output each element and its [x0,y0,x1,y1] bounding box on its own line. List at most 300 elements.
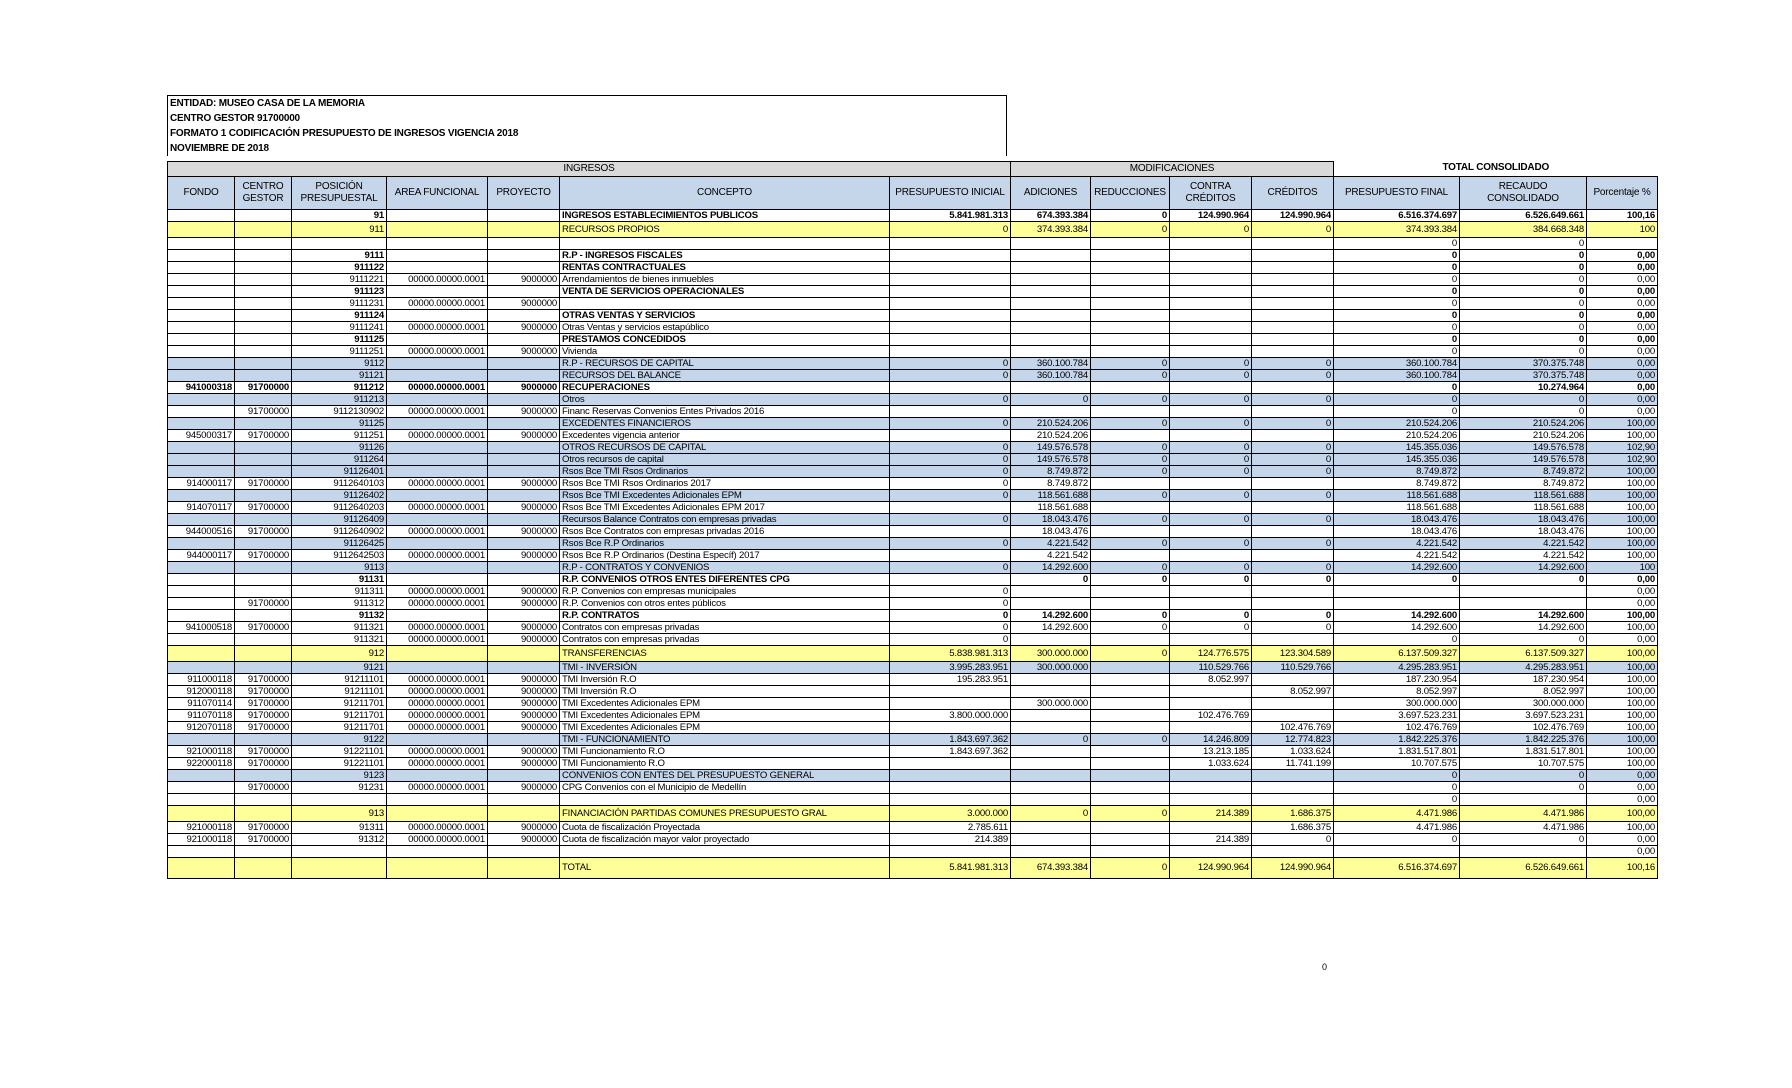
table-cell [1011,405,1091,417]
table-cell [235,561,292,573]
table-cell: 00000.00000.0001 [387,381,488,393]
table-cell [1091,745,1170,757]
table-cell [890,285,1011,297]
table-cell: 3.000.000 [890,805,1011,821]
table-cell [235,273,292,285]
table-row [168,793,1658,805]
table-cell: TMI Inversión R.O [560,673,890,685]
table-cell: 124.990.964 [1170,209,1252,221]
table-cell: 100,00 [1587,685,1658,697]
table-cell: PRESTAMOS CONCEDIDOS [560,333,890,345]
table-cell: 91211101 [292,673,387,685]
table-cell [235,237,292,249]
table-cell: 100,00 [1587,709,1658,721]
table-cell [488,661,560,673]
table-cell [1091,757,1170,769]
table-cell: 0 [1091,733,1170,745]
table-cell [488,489,560,501]
table-cell [168,357,235,369]
table-cell: 0,00 [1587,585,1658,597]
table-cell [387,417,488,429]
table-cell: 91 [292,209,387,221]
table-cell [1252,477,1334,489]
table-cell: 13.213.185 [1170,745,1252,757]
table-cell: 913 [292,805,387,821]
table-cell [488,573,560,585]
table-cell [1011,381,1091,393]
table-cell: 0 [1091,645,1170,661]
table-cell [1170,273,1252,285]
table-cell: 91700000 [235,697,292,709]
table-cell: 00000.00000.0001 [387,685,488,697]
table-cell [168,661,235,673]
table-cell [1091,821,1170,833]
table-cell: 18.043.476 [1460,525,1587,537]
table-cell: 0 [1091,609,1170,621]
table-cell [1011,757,1091,769]
table-cell: EXCEDENTES FINANCIEROS [560,417,890,429]
table-cell [1091,321,1170,333]
table-cell: OTRAS VENTAS Y SERVICIOS [560,309,890,321]
table-cell: 914070117 [168,501,235,513]
table-cell: 5.838.981.313 [890,645,1011,661]
table-cell: 0 [1334,633,1460,645]
table-row [168,429,1658,441]
column-header: PROYECTO [488,176,560,209]
table-cell [235,805,292,821]
table-cell: 9000000 [488,297,560,309]
table-cell [890,333,1011,345]
table-cell [890,297,1011,309]
table-row [168,537,1658,549]
table-row [168,237,1658,249]
table-cell: 214.389 [1170,833,1252,845]
table-cell: 0 [1170,573,1252,585]
table-cell: Rsos Bce TMI Excedentes Adicionales EPM 2017 [560,501,890,513]
report-header [167,95,1007,156]
column-header: Porcentaje % [1587,176,1658,209]
table-cell [560,793,890,805]
table-cell: 210.524.206 [1334,417,1460,429]
table-cell: 100,16 [1587,209,1658,221]
table-cell [890,321,1011,333]
table-cell [1170,405,1252,417]
table-cell: 0 [1334,833,1460,845]
table-cell: 9000000 [488,621,560,633]
table-cell: 0 [890,477,1011,489]
table-cell [890,501,1011,513]
table-cell: Excedentes vigencia anterior [560,429,890,441]
table-cell: 0 [1334,237,1460,249]
table-cell: 14.292.600 [1334,621,1460,633]
table-cell [235,285,292,297]
table-cell [387,609,488,621]
table-cell: 214.389 [890,833,1011,845]
table-cell: 0 [1334,261,1460,273]
table-cell [235,661,292,673]
table-cell [1170,237,1252,249]
table-cell: 91121 [292,369,387,381]
table-cell: 374.393.384 [1011,221,1091,237]
table-cell [235,513,292,525]
table-cell: 91126409 [292,513,387,525]
table-cell: 0,00 [1587,781,1658,793]
table-row [168,221,1658,237]
table-cell: 6.516.374.697 [1334,209,1460,221]
table-cell: Rsos Bce R.P Ordinarios (Destina Específ) 2017 [560,549,890,561]
table-cell: 0 [890,597,1011,609]
table-cell: 0,00 [1587,345,1658,357]
table-cell: 91700000 [235,833,292,845]
table-cell: 00000.00000.0001 [387,721,488,733]
table-cell [168,513,235,525]
table-cell: 100,00 [1587,697,1658,709]
table-cell [1091,845,1170,857]
table-cell: 0 [1334,333,1460,345]
table-cell [890,273,1011,285]
table-cell: 0 [1170,369,1252,381]
table-cell: TMI Inversión R.O [560,685,890,697]
table-row [168,709,1658,721]
table-cell: 00000.00000.0001 [387,673,488,685]
table-cell: 9000000 [488,549,560,561]
table-cell [168,393,235,405]
table-cell: 0 [1460,781,1587,793]
table-cell [1170,381,1252,393]
table-cell: 91231 [292,781,387,793]
date-line: NOVIEMBRE DE 2018 [170,143,269,154]
table-cell [1252,381,1334,393]
table-cell: 91700000 [235,673,292,685]
table-cell: 91700000 [235,721,292,733]
table-cell: 91700000 [235,745,292,757]
table-cell [488,561,560,573]
table-row [168,321,1658,333]
table-cell [1460,585,1587,597]
table-cell [387,333,488,345]
table-cell [1170,249,1252,261]
table-cell [1170,793,1252,805]
table-cell [1252,709,1334,721]
table-cell: Contratos con empresas privadas [560,633,890,645]
table-cell [168,561,235,573]
table-cell [1252,781,1334,793]
table-cell [488,237,560,249]
table-cell [488,609,560,621]
table-cell: 9112640902 [292,525,387,537]
table-cell: 1.033.624 [1252,745,1334,757]
table-row [168,453,1658,465]
table-row [168,309,1658,321]
table-cell: 0 [890,441,1011,453]
table-cell [1091,309,1170,321]
table-cell [168,249,235,261]
table-cell: 360.100.784 [1334,369,1460,381]
table-cell: 91131 [292,573,387,585]
table-cell: 100,00 [1587,465,1658,477]
table-cell [387,537,488,549]
table-cell: 6.137.509.327 [1460,645,1587,661]
table-cell [1011,709,1091,721]
table-cell [1011,685,1091,697]
table-cell: 5.841.981.313 [890,857,1011,878]
table-cell: 0 [1460,261,1587,273]
table-cell: 8.052.997 [1170,673,1252,685]
table-cell: 0 [1170,357,1252,369]
table-cell: 0 [1170,513,1252,525]
table-cell: 0,00 [1587,381,1658,393]
table-cell: 91211701 [292,721,387,733]
table-cell: Otros [560,393,890,405]
table-cell [387,249,488,261]
table-cell: 0 [890,633,1011,645]
table-cell [168,285,235,297]
table-cell: 0 [1170,221,1252,237]
table-cell: 911321 [292,621,387,633]
table-cell: 0 [1460,321,1587,333]
table-cell: 118.561.688 [1460,489,1587,501]
table-cell: 00000.00000.0001 [387,405,488,417]
table-cell: 9000000 [488,745,560,757]
table-cell [168,209,235,221]
table-row [168,345,1658,357]
table-cell: 0 [1091,465,1170,477]
table-cell: 124.990.964 [1170,857,1252,878]
table-cell: 0 [1091,393,1170,405]
table-cell [1011,297,1091,309]
table-cell: 0 [1091,441,1170,453]
table-cell: 9000000 [488,821,560,833]
table-cell [488,805,560,821]
table-cell: 149.576.578 [1011,453,1091,465]
table-cell: 4.295.283.951 [1334,661,1460,673]
table-cell: 0 [890,513,1011,525]
table-cell: 912000118 [168,685,235,697]
table-cell: 9000000 [488,709,560,721]
table-row [168,489,1658,501]
table-cell [1091,333,1170,345]
table-cell: 4.471.986 [1334,805,1460,821]
table-cell: 91211701 [292,697,387,709]
table-cell: Rsos Bce TMI Rsos Ordinarios 2017 [560,477,890,489]
column-header: CONTRA CRÉDITOS [1170,176,1252,209]
table-cell: 100,00 [1587,733,1658,745]
table-cell: 911123 [292,285,387,297]
table-row [168,573,1658,585]
table-cell [387,513,488,525]
table-cell [488,465,560,477]
table-cell: Recursos Balance Contratos con empresas privadas [560,513,890,525]
table-cell: 1.686.375 [1252,821,1334,833]
table-cell [890,757,1011,769]
table-cell [488,793,560,805]
table-cell [387,465,488,477]
table-cell: 0 [1170,417,1252,429]
table-cell [168,857,235,878]
table-cell [488,453,560,465]
table-cell: 0 [1334,309,1460,321]
table-cell: 91126402 [292,489,387,501]
table-cell: 91700000 [235,621,292,633]
table-cell: 8.052.997 [1334,685,1460,697]
table-cell: 100,00 [1587,609,1658,621]
table-cell: 0 [890,453,1011,465]
table-cell [1252,501,1334,513]
table-cell: 944000516 [168,525,235,537]
table-cell [1011,793,1091,805]
table-cell: 00000.00000.0001 [387,273,488,285]
table-cell [1252,633,1334,645]
table-cell: Cuota de fiscalización mayor valor proyectado [560,833,890,845]
table-cell: 300.000.000 [1011,661,1091,673]
table-cell [1587,237,1658,249]
table-cell [890,261,1011,273]
table-row [168,673,1658,685]
table-cell: 9000000 [488,585,560,597]
column-header: POSICIÓN PRESUPUESTAL [292,176,387,209]
table-cell: 10.707.575 [1460,757,1587,769]
table-cell [387,793,488,805]
table-cell: 0 [890,609,1011,621]
table-cell [168,237,235,249]
table-cell: 91221101 [292,745,387,757]
table-cell: 0 [1334,345,1460,357]
table-cell: 14.292.600 [1334,561,1460,573]
table-cell [168,417,235,429]
table-cell: 0,00 [1587,309,1658,321]
table-cell: 0 [1091,489,1170,501]
table-cell [488,285,560,297]
table-cell [1252,585,1334,597]
table-cell [488,209,560,221]
table-cell: 8.052.997 [1252,685,1334,697]
table-cell: 8.749.872 [1460,465,1587,477]
table-cell: FINANCIACIÓN PARTIDAS COMUNES PRESUPUESTO GRAL [560,805,890,821]
table-cell [387,845,488,857]
table-cell: 91221101 [292,757,387,769]
table-cell [1011,633,1091,645]
table-row [168,585,1658,597]
table-cell: 00000.00000.0001 [387,633,488,645]
table-cell: 0 [1334,573,1460,585]
table-row [168,333,1658,345]
table-cell [168,585,235,597]
table-cell [235,609,292,621]
table-cell: 110.529.766 [1170,661,1252,673]
table-cell [488,261,560,273]
table-cell [1091,633,1170,645]
table-cell [1252,845,1334,857]
table-cell: 10.707.575 [1334,757,1460,769]
table-cell: 102,90 [1587,441,1658,453]
table-row [168,757,1658,769]
table-cell [1011,261,1091,273]
table-cell: 0 [1091,369,1170,381]
table-cell [235,585,292,597]
table-cell [235,453,292,465]
table-cell [1011,673,1091,685]
table-cell [1091,261,1170,273]
table-cell [387,357,488,369]
table-cell [168,845,235,857]
table-cell [890,697,1011,709]
table-cell [235,845,292,857]
table-cell [387,857,488,878]
column-header: ADICIONES [1011,176,1091,209]
table-cell: 118.561.688 [1334,501,1460,513]
table-cell [890,525,1011,537]
table-cell: 9000000 [488,477,560,489]
table-cell: Arrendamientos de bienes inmuebles [560,273,890,285]
table-cell [387,393,488,405]
table-cell: 118.561.688 [1011,501,1091,513]
table-cell [488,769,560,781]
table-cell: 0,00 [1587,369,1658,381]
table-cell: 100,00 [1587,549,1658,561]
table-cell: 9000000 [488,721,560,733]
table-cell [1252,597,1334,609]
table-cell: 6.516.374.697 [1334,857,1460,878]
table-cell [1091,429,1170,441]
table-cell: 110.529.766 [1252,661,1334,673]
table-row [168,297,1658,309]
table-cell [387,369,488,381]
table-cell: 360.100.784 [1334,357,1460,369]
table-cell: 145.355.036 [1334,453,1460,465]
format-line: FORMATO 1 CODIFICACIÓN PRESUPUESTO DE INGRESOS VIGENCIA 2018 [170,128,519,139]
table-cell: 0 [1460,405,1587,417]
table-cell: 911000118 [168,673,235,685]
table-cell [890,249,1011,261]
table-cell: 10.274.964 [1460,381,1587,393]
table-cell: 674.393.384 [1011,857,1091,878]
table-cell [1252,549,1334,561]
table-cell [235,489,292,501]
table-cell: 911321 [292,633,387,645]
table-cell: Contratos con empresas privadas [560,621,890,633]
table-cell: 9111251 [292,345,387,357]
table-cell [488,221,560,237]
table-cell: 912070118 [168,721,235,733]
table-row [168,273,1658,285]
table-cell [168,221,235,237]
table-cell: 210.524.206 [1011,429,1091,441]
table-cell: 9000000 [488,405,560,417]
table-cell [387,309,488,321]
table-row [168,609,1658,621]
table-cell: 14.292.600 [1460,561,1587,573]
table-row [168,261,1658,273]
table-cell [488,333,560,345]
table-cell: Rsos Bce R.P Ordinarios [560,537,890,549]
table-cell [1252,249,1334,261]
table-row [168,549,1658,561]
table-cell [1252,345,1334,357]
table-cell: RECURSOS PROPIOS [560,221,890,237]
table-row [168,393,1658,405]
table-cell: 0 [1334,297,1460,309]
table-cell: 91126401 [292,465,387,477]
table-cell [292,857,387,878]
table-cell: 00000.00000.0001 [387,585,488,597]
table-cell: 4.471.986 [1334,821,1460,833]
table-cell: 911124 [292,309,387,321]
table-cell: 0 [1170,453,1252,465]
table-cell: 3.800.000.000 [890,709,1011,721]
table-row [168,857,1658,878]
table-cell [1170,285,1252,297]
table-cell: 944000117 [168,549,235,561]
